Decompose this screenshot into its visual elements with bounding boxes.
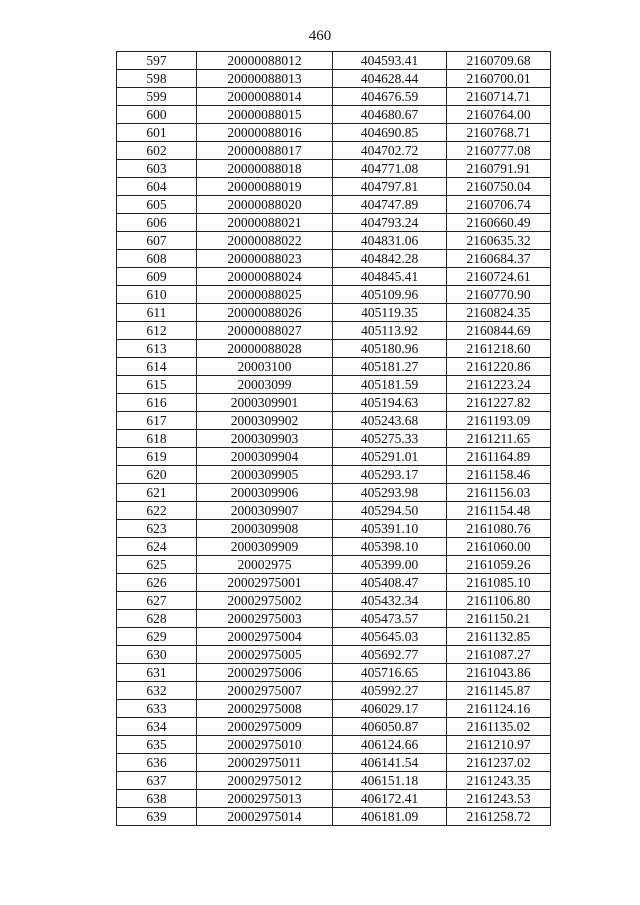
point-id-cell: 20000088024 — [197, 268, 333, 286]
table-row — [117, 772, 551, 790]
x-coordinate-cell: 405181.59 — [333, 376, 447, 394]
table-row — [117, 430, 551, 448]
table-row — [117, 70, 551, 88]
row-number-cell: 618 — [117, 430, 197, 448]
table-row — [117, 484, 551, 502]
point-id-cell: 20000088028 — [197, 340, 333, 358]
x-coordinate-cell: 404845.41 — [333, 268, 447, 286]
y-coordinate-cell: 2161154.48 — [447, 502, 551, 520]
table-row — [117, 322, 551, 340]
table-row — [117, 232, 551, 250]
table-row — [117, 700, 551, 718]
row-number-cell: 635 — [117, 736, 197, 754]
x-coordinate-cell: 405180.96 — [333, 340, 447, 358]
x-coordinate-cell: 404690.85 — [333, 124, 447, 142]
point-id-cell: 20000088015 — [197, 106, 333, 124]
row-number-cell: 608 — [117, 250, 197, 268]
point-id-cell: 20002975008 — [197, 700, 333, 718]
row-number-cell: 606 — [117, 214, 197, 232]
y-coordinate-cell: 2161210.97 — [447, 736, 551, 754]
row-number-cell: 611 — [117, 304, 197, 322]
row-number-cell: 597 — [117, 52, 197, 70]
x-coordinate-cell: 405391.10 — [333, 520, 447, 538]
x-coordinate-cell: 406172.41 — [333, 790, 447, 808]
point-id-cell: 20002975011 — [197, 754, 333, 772]
table-row — [117, 250, 551, 268]
y-coordinate-cell: 2161106.80 — [447, 592, 551, 610]
y-coordinate-cell: 2160777.08 — [447, 142, 551, 160]
y-coordinate-cell: 2161243.53 — [447, 790, 551, 808]
x-coordinate-cell: 405243.68 — [333, 412, 447, 430]
x-coordinate-cell: 405293.98 — [333, 484, 447, 502]
table-row — [117, 412, 551, 430]
x-coordinate-cell: 405473.57 — [333, 610, 447, 628]
table-row — [117, 628, 551, 646]
point-id-cell: 20003100 — [197, 358, 333, 376]
point-id-cell: 20002975012 — [197, 772, 333, 790]
page-number: 460 — [308, 28, 332, 44]
x-coordinate-cell: 406181.09 — [333, 808, 447, 826]
table-row — [117, 268, 551, 286]
table-row — [117, 790, 551, 808]
y-coordinate-cell: 2160824.35 — [447, 304, 551, 322]
table-row — [117, 52, 551, 70]
y-coordinate-cell: 2161220.86 — [447, 358, 551, 376]
y-coordinate-cell: 2161227.82 — [447, 394, 551, 412]
point-id-cell: 20000088025 — [197, 286, 333, 304]
y-coordinate-cell: 2160770.90 — [447, 286, 551, 304]
point-id-cell: 2000309906 — [197, 484, 333, 502]
y-coordinate-cell: 2160791.91 — [447, 160, 551, 178]
y-coordinate-cell: 2161243.35 — [447, 772, 551, 790]
point-id-cell: 20002975004 — [197, 628, 333, 646]
table-row — [117, 88, 551, 106]
x-coordinate-cell: 404771.08 — [333, 160, 447, 178]
point-id-cell: 20000088022 — [197, 232, 333, 250]
point-id-cell: 2000309908 — [197, 520, 333, 538]
table-row — [117, 358, 551, 376]
x-coordinate-cell: 405432.34 — [333, 592, 447, 610]
row-number-cell: 629 — [117, 628, 197, 646]
table-row — [117, 754, 551, 772]
coordinates-table-body — [117, 52, 551, 826]
x-coordinate-cell: 404676.59 — [333, 88, 447, 106]
row-number-cell: 633 — [117, 700, 197, 718]
row-number-cell: 600 — [117, 106, 197, 124]
y-coordinate-cell: 2160700.01 — [447, 70, 551, 88]
x-coordinate-cell: 405408.47 — [333, 574, 447, 592]
point-id-cell: 20002975013 — [197, 790, 333, 808]
point-id-cell: 2000309904 — [197, 448, 333, 466]
table-row — [117, 124, 551, 142]
x-coordinate-cell: 405645.03 — [333, 628, 447, 646]
y-coordinate-cell: 2161135.02 — [447, 718, 551, 736]
y-coordinate-cell: 2160684.37 — [447, 250, 551, 268]
y-coordinate-cell: 2161132.85 — [447, 628, 551, 646]
y-coordinate-cell: 2160635.32 — [447, 232, 551, 250]
row-number-cell: 607 — [117, 232, 197, 250]
y-coordinate-cell: 2160844.69 — [447, 322, 551, 340]
row-number-cell: 604 — [117, 178, 197, 196]
row-number-cell: 616 — [117, 394, 197, 412]
point-id-cell: 20003099 — [197, 376, 333, 394]
table-row — [117, 394, 551, 412]
row-number-cell: 639 — [117, 808, 197, 826]
point-id-cell: 2000309907 — [197, 502, 333, 520]
y-coordinate-cell: 2161150.21 — [447, 610, 551, 628]
x-coordinate-cell: 405398.10 — [333, 538, 447, 556]
y-coordinate-cell: 2161193.09 — [447, 412, 551, 430]
row-number-cell: 637 — [117, 772, 197, 790]
point-id-cell: 20002975 — [197, 556, 333, 574]
table-row — [117, 574, 551, 592]
y-coordinate-cell: 2161087.27 — [447, 646, 551, 664]
x-coordinate-cell: 405119.35 — [333, 304, 447, 322]
row-number-cell: 631 — [117, 664, 197, 682]
point-id-cell: 20000088017 — [197, 142, 333, 160]
y-coordinate-cell: 2160764.00 — [447, 106, 551, 124]
row-number-cell: 628 — [117, 610, 197, 628]
y-coordinate-cell: 2160706.74 — [447, 196, 551, 214]
row-number-cell: 614 — [117, 358, 197, 376]
y-coordinate-cell: 2161060.00 — [447, 538, 551, 556]
row-number-cell: 609 — [117, 268, 197, 286]
x-coordinate-cell: 406151.18 — [333, 772, 447, 790]
x-coordinate-cell: 404793.24 — [333, 214, 447, 232]
point-id-cell: 20002975002 — [197, 592, 333, 610]
row-number-cell: 617 — [117, 412, 197, 430]
row-number-cell: 602 — [117, 142, 197, 160]
row-number-cell: 627 — [117, 592, 197, 610]
point-id-cell: 20000088021 — [197, 214, 333, 232]
point-id-cell: 2000309903 — [197, 430, 333, 448]
row-number-cell: 622 — [117, 502, 197, 520]
x-coordinate-cell: 405109.96 — [333, 286, 447, 304]
row-number-cell: 613 — [117, 340, 197, 358]
point-id-cell: 20000088012 — [197, 52, 333, 70]
x-coordinate-cell: 405294.50 — [333, 502, 447, 520]
x-coordinate-cell: 405181.27 — [333, 358, 447, 376]
coordinates-table — [116, 51, 551, 826]
y-coordinate-cell: 2161158.46 — [447, 466, 551, 484]
x-coordinate-cell: 406029.17 — [333, 700, 447, 718]
y-coordinate-cell: 2161059.26 — [447, 556, 551, 574]
row-number-cell: 630 — [117, 646, 197, 664]
table-row — [117, 160, 551, 178]
point-id-cell: 20000088018 — [197, 160, 333, 178]
point-id-cell: 20002975007 — [197, 682, 333, 700]
x-coordinate-cell: 405275.33 — [333, 430, 447, 448]
point-id-cell: 2000309902 — [197, 412, 333, 430]
table-row — [117, 556, 551, 574]
row-number-cell: 624 — [117, 538, 197, 556]
row-number-cell: 619 — [117, 448, 197, 466]
y-coordinate-cell: 2161258.72 — [447, 808, 551, 826]
table-row — [117, 538, 551, 556]
x-coordinate-cell: 405692.77 — [333, 646, 447, 664]
x-coordinate-cell: 406050.87 — [333, 718, 447, 736]
y-coordinate-cell: 2161211.65 — [447, 430, 551, 448]
table-row — [117, 106, 551, 124]
table-row — [117, 196, 551, 214]
row-number-cell: 632 — [117, 682, 197, 700]
table-row — [117, 520, 551, 538]
y-coordinate-cell: 2161043.86 — [447, 664, 551, 682]
y-coordinate-cell: 2161085.10 — [447, 574, 551, 592]
row-number-cell: 610 — [117, 286, 197, 304]
table-row — [117, 466, 551, 484]
x-coordinate-cell: 405399.00 — [333, 556, 447, 574]
table-row — [117, 682, 551, 700]
table-row — [117, 340, 551, 358]
point-id-cell: 20000088014 — [197, 88, 333, 106]
point-id-cell: 20002975014 — [197, 808, 333, 826]
point-id-cell: 20002975010 — [197, 736, 333, 754]
point-id-cell: 20002975009 — [197, 718, 333, 736]
point-id-cell: 2000309901 — [197, 394, 333, 412]
point-id-cell: 2000309905 — [197, 466, 333, 484]
point-id-cell: 20000088027 — [197, 322, 333, 340]
y-coordinate-cell: 2161218.60 — [447, 340, 551, 358]
table-row — [117, 664, 551, 682]
table-row — [117, 736, 551, 754]
row-number-cell: 623 — [117, 520, 197, 538]
table-row — [117, 286, 551, 304]
row-number-cell: 599 — [117, 88, 197, 106]
table-row — [117, 592, 551, 610]
row-number-cell: 620 — [117, 466, 197, 484]
y-coordinate-cell: 2160768.71 — [447, 124, 551, 142]
point-id-cell: 20000088016 — [197, 124, 333, 142]
y-coordinate-cell: 2161124.16 — [447, 700, 551, 718]
row-number-cell: 612 — [117, 322, 197, 340]
y-coordinate-cell: 2160724.61 — [447, 268, 551, 286]
table-row — [117, 502, 551, 520]
row-number-cell: 625 — [117, 556, 197, 574]
point-id-cell: 20000088026 — [197, 304, 333, 322]
row-number-cell: 601 — [117, 124, 197, 142]
table-row — [117, 178, 551, 196]
y-coordinate-cell: 2160709.68 — [447, 52, 551, 70]
row-number-cell: 605 — [117, 196, 197, 214]
row-number-cell: 636 — [117, 754, 197, 772]
x-coordinate-cell: 405113.92 — [333, 322, 447, 340]
y-coordinate-cell: 2161080.76 — [447, 520, 551, 538]
point-id-cell: 20002975003 — [197, 610, 333, 628]
y-coordinate-cell: 2161237.02 — [447, 754, 551, 772]
x-coordinate-cell: 405992.27 — [333, 682, 447, 700]
x-coordinate-cell: 405716.65 — [333, 664, 447, 682]
y-coordinate-cell: 2160750.04 — [447, 178, 551, 196]
row-number-cell: 603 — [117, 160, 197, 178]
table-row — [117, 718, 551, 736]
x-coordinate-cell: 404747.89 — [333, 196, 447, 214]
y-coordinate-cell: 2161164.89 — [447, 448, 551, 466]
x-coordinate-cell: 404593.41 — [333, 52, 447, 70]
row-number-cell: 615 — [117, 376, 197, 394]
table-row — [117, 304, 551, 322]
row-number-cell: 638 — [117, 790, 197, 808]
x-coordinate-cell: 406141.54 — [333, 754, 447, 772]
point-id-cell: 20000088013 — [197, 70, 333, 88]
y-coordinate-cell: 2160714.71 — [447, 88, 551, 106]
row-number-cell: 621 — [117, 484, 197, 502]
x-coordinate-cell: 404680.67 — [333, 106, 447, 124]
x-coordinate-cell: 405293.17 — [333, 466, 447, 484]
x-coordinate-cell: 406124.66 — [333, 736, 447, 754]
y-coordinate-cell: 2160660.49 — [447, 214, 551, 232]
y-coordinate-cell: 2161145.87 — [447, 682, 551, 700]
x-coordinate-cell: 405291.01 — [333, 448, 447, 466]
row-number-cell: 634 — [117, 718, 197, 736]
point-id-cell: 20000088019 — [197, 178, 333, 196]
table-row — [117, 214, 551, 232]
point-id-cell: 20002975001 — [197, 574, 333, 592]
y-coordinate-cell: 2161223.24 — [447, 376, 551, 394]
y-coordinate-cell: 2161156.03 — [447, 484, 551, 502]
row-number-cell: 626 — [117, 574, 197, 592]
table-row — [117, 808, 551, 826]
row-number-cell: 598 — [117, 70, 197, 88]
point-id-cell: 20000088023 — [197, 250, 333, 268]
x-coordinate-cell: 404628.44 — [333, 70, 447, 88]
table-row — [117, 448, 551, 466]
x-coordinate-cell: 404831.06 — [333, 232, 447, 250]
table-row — [117, 142, 551, 160]
table-row — [117, 376, 551, 394]
point-id-cell: 2000309909 — [197, 538, 333, 556]
point-id-cell: 20002975005 — [197, 646, 333, 664]
table-row — [117, 646, 551, 664]
x-coordinate-cell: 404842.28 — [333, 250, 447, 268]
x-coordinate-cell: 404702.72 — [333, 142, 447, 160]
x-coordinate-cell: 404797.81 — [333, 178, 447, 196]
point-id-cell: 20000088020 — [197, 196, 333, 214]
x-coordinate-cell: 405194.63 — [333, 394, 447, 412]
point-id-cell: 20002975006 — [197, 664, 333, 682]
table-row — [117, 610, 551, 628]
